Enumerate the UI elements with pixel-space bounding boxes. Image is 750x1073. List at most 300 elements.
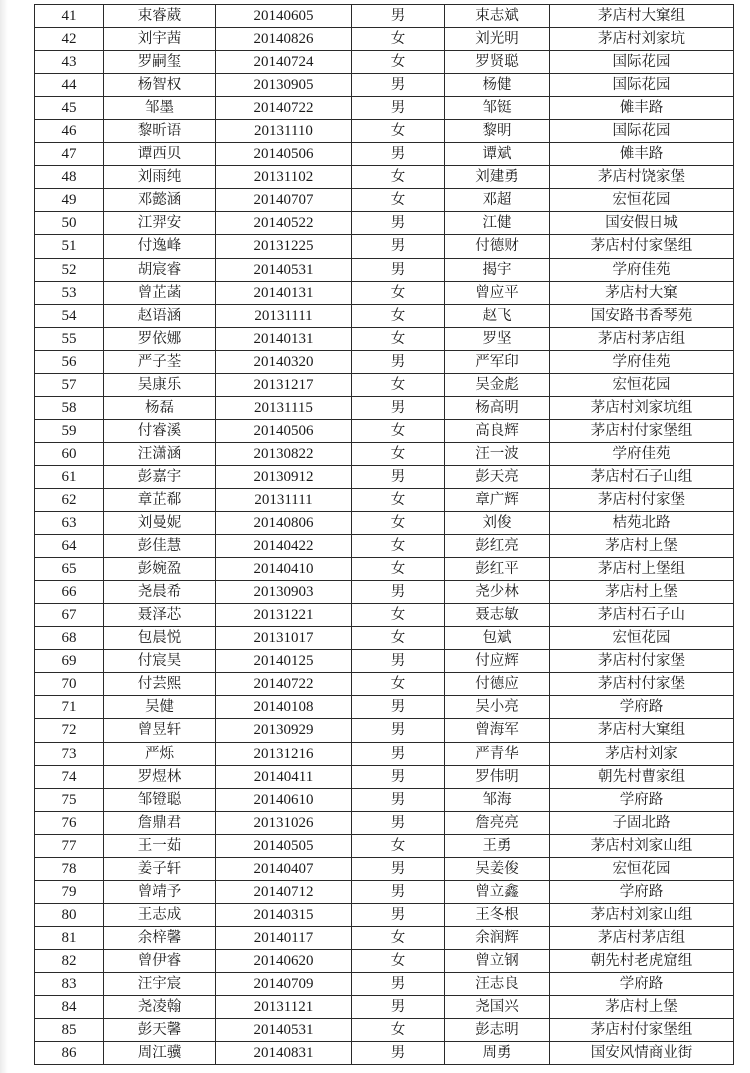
home-address-cell: 茅店村刘家山组 (550, 834, 734, 857)
guardian-name-cell: 曾应平 (445, 281, 550, 304)
home-address-cell: 国际花园 (550, 120, 734, 143)
row-number-cell: 62 (35, 488, 104, 511)
student-name-cell: 彭婉盈 (104, 558, 216, 581)
row-number-cell: 41 (35, 5, 104, 28)
table-row (35, 949, 734, 972)
guardian-name-cell: 曾海军 (445, 719, 550, 742)
row-number-cell: 82 (35, 949, 104, 972)
student-name-cell: 余梓馨 (104, 926, 216, 949)
birth-date-cell: 20140315 (216, 903, 352, 926)
row-number-cell: 73 (35, 742, 104, 765)
student-name-cell: 谭西贝 (104, 143, 216, 166)
table-row (35, 419, 734, 442)
birth-date-cell: 20130822 (216, 442, 352, 465)
birth-date-cell: 20140605 (216, 5, 352, 28)
table-row (35, 880, 734, 903)
gender-cell: 女 (352, 51, 445, 74)
home-address-cell: 子固北路 (550, 811, 734, 834)
birth-date-cell: 20140422 (216, 535, 352, 558)
table-row (35, 903, 734, 926)
home-address-cell: 国安假日城 (550, 212, 734, 235)
table-row (35, 512, 734, 535)
guardian-name-cell: 彭红亮 (445, 535, 550, 558)
row-number-cell: 54 (35, 304, 104, 327)
row-number-cell: 43 (35, 51, 104, 74)
birth-date-cell: 20130905 (216, 74, 352, 97)
table-row (35, 235, 734, 258)
guardian-name-cell: 汪志良 (445, 972, 550, 995)
table-row (35, 581, 734, 604)
row-number-cell: 47 (35, 143, 104, 166)
birth-date-cell: 20140410 (216, 558, 352, 581)
home-address-cell: 茅店村付家堡 (550, 673, 734, 696)
home-address-cell: 傩丰路 (550, 97, 734, 120)
gender-cell: 女 (352, 189, 445, 212)
home-address-cell: 茅店村石子山组 (550, 465, 734, 488)
gender-cell: 女 (352, 926, 445, 949)
student-name-cell: 詹鼎君 (104, 811, 216, 834)
table-row (35, 488, 734, 511)
guardian-name-cell: 杨高明 (445, 396, 550, 419)
student-name-cell: 聂泽芯 (104, 604, 216, 627)
guardian-name-cell: 吴小亮 (445, 696, 550, 719)
home-address-cell: 学府佳苑 (550, 350, 734, 373)
gender-cell: 女 (352, 673, 445, 696)
student-name-cell: 邓懿涵 (104, 189, 216, 212)
table-row (35, 996, 734, 1019)
roster-body (35, 5, 734, 1065)
home-address-cell: 宏恒花园 (550, 857, 734, 880)
student-name-cell: 姜子轩 (104, 857, 216, 880)
table-row (35, 857, 734, 880)
home-address-cell: 国际花园 (550, 51, 734, 74)
row-number-cell: 49 (35, 189, 104, 212)
student-name-cell: 尧凌翰 (104, 996, 216, 1019)
gender-cell: 男 (352, 5, 445, 28)
birth-date-cell: 20140826 (216, 28, 352, 51)
row-number-cell: 85 (35, 1019, 104, 1042)
home-address-cell: 茅店村付家堡组 (550, 1019, 734, 1042)
student-name-cell: 黎昕语 (104, 120, 216, 143)
gender-cell: 男 (352, 880, 445, 903)
student-name-cell: 江羿安 (104, 212, 216, 235)
student-name-cell: 汪潇涵 (104, 442, 216, 465)
home-address-cell: 茅店村刘家坑 (550, 28, 734, 51)
row-number-cell: 57 (35, 373, 104, 396)
student-name-cell: 束睿葳 (104, 5, 216, 28)
gender-cell: 男 (352, 465, 445, 488)
gender-cell: 男 (352, 996, 445, 1019)
home-address-cell: 茅店村饶家堡 (550, 166, 734, 189)
gender-cell: 女 (352, 488, 445, 511)
home-address-cell: 茅店村茅店组 (550, 327, 734, 350)
row-number-cell: 71 (35, 696, 104, 719)
gender-cell: 男 (352, 857, 445, 880)
birth-date-cell: 20140108 (216, 696, 352, 719)
gender-cell: 女 (352, 166, 445, 189)
table-row (35, 28, 734, 51)
home-address-cell: 茅店村大窠 (550, 281, 734, 304)
home-address-cell: 茅店村付家堡 (550, 488, 734, 511)
row-number-cell: 66 (35, 581, 104, 604)
home-address-cell: 茅店村石子山 (550, 604, 734, 627)
gender-cell: 男 (352, 903, 445, 926)
student-name-cell: 付逸峰 (104, 235, 216, 258)
home-address-cell: 国际花园 (550, 74, 734, 97)
table-row (35, 926, 734, 949)
birth-date-cell: 20140707 (216, 189, 352, 212)
guardian-name-cell: 谭斌 (445, 143, 550, 166)
home-address-cell: 茅店村上堡组 (550, 558, 734, 581)
row-number-cell: 63 (35, 512, 104, 535)
row-number-cell: 42 (35, 28, 104, 51)
table-row (35, 673, 734, 696)
row-number-cell: 61 (35, 465, 104, 488)
birth-date-cell: 20140506 (216, 419, 352, 442)
guardian-name-cell: 曾立钢 (445, 949, 550, 972)
birth-date-cell: 20140724 (216, 51, 352, 74)
row-number-cell: 56 (35, 350, 104, 373)
birth-date-cell: 20140712 (216, 880, 352, 903)
gender-cell: 男 (352, 788, 445, 811)
table-row (35, 558, 734, 581)
gender-cell: 女 (352, 120, 445, 143)
birth-date-cell: 20130929 (216, 719, 352, 742)
home-address-cell: 茅店村付家堡组 (550, 235, 734, 258)
birth-date-cell: 20140620 (216, 949, 352, 972)
table-row (35, 189, 734, 212)
home-address-cell: 茅店村刘家坑组 (550, 396, 734, 419)
row-number-cell: 50 (35, 212, 104, 235)
table-row (35, 304, 734, 327)
student-name-cell: 章芷郗 (104, 488, 216, 511)
table-row (35, 5, 734, 28)
birth-date-cell: 20130903 (216, 581, 352, 604)
student-name-cell: 彭佳慧 (104, 535, 216, 558)
table-row (35, 650, 734, 673)
gender-cell: 男 (352, 235, 445, 258)
student-name-cell: 罗煜林 (104, 765, 216, 788)
birth-date-cell: 20140125 (216, 650, 352, 673)
guardian-name-cell: 余润辉 (445, 926, 550, 949)
row-number-cell: 64 (35, 535, 104, 558)
home-address-cell: 学府路 (550, 788, 734, 811)
guardian-name-cell: 罗坚 (445, 327, 550, 350)
home-address-cell: 茅店村付家堡组 (550, 419, 734, 442)
guardian-name-cell: 汪一波 (445, 442, 550, 465)
guardian-name-cell: 付德应 (445, 673, 550, 696)
gender-cell: 男 (352, 972, 445, 995)
table-row (35, 788, 734, 811)
birth-date-cell: 20131110 (216, 120, 352, 143)
birth-date-cell: 20131026 (216, 811, 352, 834)
student-name-cell: 杨磊 (104, 396, 216, 419)
birth-date-cell: 20131225 (216, 235, 352, 258)
row-number-cell: 52 (35, 258, 104, 281)
guardian-name-cell: 江健 (445, 212, 550, 235)
gender-cell: 男 (352, 258, 445, 281)
birth-date-cell: 20140806 (216, 512, 352, 535)
row-number-cell: 68 (35, 627, 104, 650)
birth-date-cell: 20140411 (216, 765, 352, 788)
birth-date-cell: 20140722 (216, 673, 352, 696)
table-row (35, 143, 734, 166)
gender-cell: 男 (352, 212, 445, 235)
row-number-cell: 60 (35, 442, 104, 465)
table-row (35, 212, 734, 235)
gender-cell: 男 (352, 581, 445, 604)
student-name-cell: 杨智权 (104, 74, 216, 97)
guardian-name-cell: 彭红平 (445, 558, 550, 581)
student-name-cell: 汪宇宸 (104, 972, 216, 995)
table-row (35, 765, 734, 788)
gender-cell: 男 (352, 650, 445, 673)
gender-cell: 女 (352, 627, 445, 650)
gender-cell: 女 (352, 558, 445, 581)
gender-cell: 男 (352, 143, 445, 166)
table-row (35, 604, 734, 627)
student-name-cell: 付睿溪 (104, 419, 216, 442)
row-number-cell: 84 (35, 996, 104, 1019)
guardian-name-cell: 杨健 (445, 74, 550, 97)
home-address-cell: 傩丰路 (550, 143, 734, 166)
guardian-name-cell: 曾立鑫 (445, 880, 550, 903)
home-address-cell: 宏恒花园 (550, 627, 734, 650)
home-address-cell: 茅店村刘家山组 (550, 903, 734, 926)
guardian-name-cell: 聂志敏 (445, 604, 550, 627)
birth-date-cell: 20131102 (216, 166, 352, 189)
row-number-cell: 45 (35, 97, 104, 120)
birth-date-cell: 20131216 (216, 742, 352, 765)
student-name-cell: 胡宸睿 (104, 258, 216, 281)
home-address-cell: 学府佳苑 (550, 442, 734, 465)
student-name-cell: 尧晨希 (104, 581, 216, 604)
table-row (35, 1019, 734, 1042)
gender-cell: 女 (352, 28, 445, 51)
birth-date-cell: 20140831 (216, 1042, 352, 1065)
birth-date-cell: 20130912 (216, 465, 352, 488)
guardian-name-cell: 束志斌 (445, 5, 550, 28)
guardian-name-cell: 彭志明 (445, 1019, 550, 1042)
guardian-name-cell: 尧少林 (445, 581, 550, 604)
guardian-name-cell: 周勇 (445, 1042, 550, 1065)
birth-date-cell: 20131111 (216, 304, 352, 327)
row-number-cell: 69 (35, 650, 104, 673)
birth-date-cell: 20131121 (216, 996, 352, 1019)
guardian-name-cell: 付德财 (445, 235, 550, 258)
table-row (35, 51, 734, 74)
student-name-cell: 王一茹 (104, 834, 216, 857)
table-row (35, 120, 734, 143)
student-name-cell: 赵语涵 (104, 304, 216, 327)
gender-cell: 男 (352, 1042, 445, 1065)
home-address-cell: 茅店村茅店组 (550, 926, 734, 949)
row-number-cell: 72 (35, 719, 104, 742)
gender-cell: 男 (352, 742, 445, 765)
home-address-cell: 学府路 (550, 880, 734, 903)
student-name-cell: 严子荃 (104, 350, 216, 373)
student-name-cell: 曾芷菡 (104, 281, 216, 304)
student-name-cell: 刘宇茜 (104, 28, 216, 51)
student-roster-table (34, 4, 734, 1065)
row-number-cell: 53 (35, 281, 104, 304)
table-row (35, 696, 734, 719)
table-row (35, 373, 734, 396)
birth-date-cell: 20140610 (216, 788, 352, 811)
birth-date-cell: 20131217 (216, 373, 352, 396)
birth-date-cell: 20131115 (216, 396, 352, 419)
guardian-name-cell: 付应辉 (445, 650, 550, 673)
birth-date-cell: 20140505 (216, 834, 352, 857)
gender-cell: 男 (352, 696, 445, 719)
guardian-name-cell: 罗伟明 (445, 765, 550, 788)
student-name-cell: 刘雨纯 (104, 166, 216, 189)
birth-date-cell: 20140506 (216, 143, 352, 166)
guardian-name-cell: 邹海 (445, 788, 550, 811)
guardian-name-cell: 吴金彪 (445, 373, 550, 396)
row-number-cell: 44 (35, 74, 104, 97)
birth-date-cell: 20140320 (216, 350, 352, 373)
guardian-name-cell: 刘建勇 (445, 166, 550, 189)
gender-cell: 女 (352, 304, 445, 327)
table-row (35, 166, 734, 189)
row-number-cell: 59 (35, 419, 104, 442)
gender-cell: 男 (352, 719, 445, 742)
birth-date-cell: 20140131 (216, 327, 352, 350)
row-number-cell: 79 (35, 880, 104, 903)
gender-cell: 女 (352, 373, 445, 396)
guardian-name-cell: 包斌 (445, 627, 550, 650)
table-row (35, 535, 734, 558)
guardian-name-cell: 罗贤聪 (445, 51, 550, 74)
birth-date-cell: 20140709 (216, 972, 352, 995)
guardian-name-cell: 邓超 (445, 189, 550, 212)
table-row (35, 396, 734, 419)
birth-date-cell: 20131221 (216, 604, 352, 627)
gender-cell: 女 (352, 1019, 445, 1042)
row-number-cell: 58 (35, 396, 104, 419)
home-address-cell: 朝先村曹家组 (550, 765, 734, 788)
guardian-name-cell: 高良辉 (445, 419, 550, 442)
gender-cell: 女 (352, 604, 445, 627)
student-name-cell: 周江骥 (104, 1042, 216, 1065)
birth-date-cell: 20140531 (216, 258, 352, 281)
birth-date-cell: 20140407 (216, 857, 352, 880)
student-name-cell: 罗嗣玺 (104, 51, 216, 74)
birth-date-cell: 20131111 (216, 488, 352, 511)
row-number-cell: 51 (35, 235, 104, 258)
row-number-cell: 76 (35, 811, 104, 834)
home-address-cell: 茅店村上堡 (550, 581, 734, 604)
table-row (35, 719, 734, 742)
home-address-cell: 宏恒花园 (550, 373, 734, 396)
home-address-cell: 茅店村上堡 (550, 996, 734, 1019)
guardian-name-cell: 严军印 (445, 350, 550, 373)
student-name-cell: 邹墨 (104, 97, 216, 120)
gender-cell: 女 (352, 834, 445, 857)
gender-cell: 女 (352, 535, 445, 558)
birth-date-cell: 20140522 (216, 212, 352, 235)
row-number-cell: 70 (35, 673, 104, 696)
student-name-cell: 吴健 (104, 696, 216, 719)
home-address-cell: 茅店村大窠组 (550, 5, 734, 28)
guardian-name-cell: 彭天亮 (445, 465, 550, 488)
student-name-cell: 严烁 (104, 742, 216, 765)
home-address-cell: 宏恒花园 (550, 189, 734, 212)
student-name-cell: 彭嘉宇 (104, 465, 216, 488)
row-number-cell: 65 (35, 558, 104, 581)
student-name-cell: 付芸熙 (104, 673, 216, 696)
guardian-name-cell: 刘光明 (445, 28, 550, 51)
table-row (35, 74, 734, 97)
guardian-name-cell: 刘俊 (445, 512, 550, 535)
gender-cell: 女 (352, 949, 445, 972)
table-row (35, 972, 734, 995)
row-number-cell: 83 (35, 972, 104, 995)
guardian-name-cell: 章广辉 (445, 488, 550, 511)
student-name-cell: 罗依娜 (104, 327, 216, 350)
row-number-cell: 55 (35, 327, 104, 350)
guardian-name-cell: 严青华 (445, 742, 550, 765)
birth-date-cell: 20140722 (216, 97, 352, 120)
guardian-name-cell: 尧国兴 (445, 996, 550, 1019)
guardian-name-cell: 赵飞 (445, 304, 550, 327)
home-address-cell: 桔苑北路 (550, 512, 734, 535)
table-row (35, 1042, 734, 1065)
guardian-name-cell: 詹亮亮 (445, 811, 550, 834)
gender-cell: 女 (352, 512, 445, 535)
guardian-name-cell: 王冬根 (445, 903, 550, 926)
home-address-cell: 国安路书香琴苑 (550, 304, 734, 327)
row-number-cell: 86 (35, 1042, 104, 1065)
home-address-cell: 茅店村大窠组 (550, 719, 734, 742)
table-row (35, 350, 734, 373)
table-row (35, 811, 734, 834)
page-edge-shadow (0, 0, 8, 1073)
row-number-cell: 46 (35, 120, 104, 143)
row-number-cell: 81 (35, 926, 104, 949)
student-name-cell: 曾伊睿 (104, 949, 216, 972)
gender-cell: 男 (352, 97, 445, 120)
table-row (35, 442, 734, 465)
home-address-cell: 学府路 (550, 696, 734, 719)
gender-cell: 女 (352, 419, 445, 442)
birth-date-cell: 20140131 (216, 281, 352, 304)
table-row (35, 327, 734, 350)
table-row (35, 258, 734, 281)
guardian-name-cell: 黎明 (445, 120, 550, 143)
student-name-cell: 邹镫聪 (104, 788, 216, 811)
row-number-cell: 75 (35, 788, 104, 811)
home-address-cell: 茅店村刘家 (550, 742, 734, 765)
student-name-cell: 付宸昊 (104, 650, 216, 673)
gender-cell: 男 (352, 74, 445, 97)
table-row (35, 834, 734, 857)
gender-cell: 女 (352, 327, 445, 350)
gender-cell: 男 (352, 396, 445, 419)
home-address-cell: 学府佳苑 (550, 258, 734, 281)
student-name-cell: 曾昱轩 (104, 719, 216, 742)
student-name-cell: 彭天馨 (104, 1019, 216, 1042)
gender-cell: 女 (352, 281, 445, 304)
row-number-cell: 77 (35, 834, 104, 857)
table-row (35, 742, 734, 765)
guardian-name-cell: 揭宇 (445, 258, 550, 281)
table-row (35, 465, 734, 488)
home-address-cell: 茅店村付家堡 (550, 650, 734, 673)
gender-cell: 男 (352, 811, 445, 834)
guardian-name-cell: 邹铤 (445, 97, 550, 120)
